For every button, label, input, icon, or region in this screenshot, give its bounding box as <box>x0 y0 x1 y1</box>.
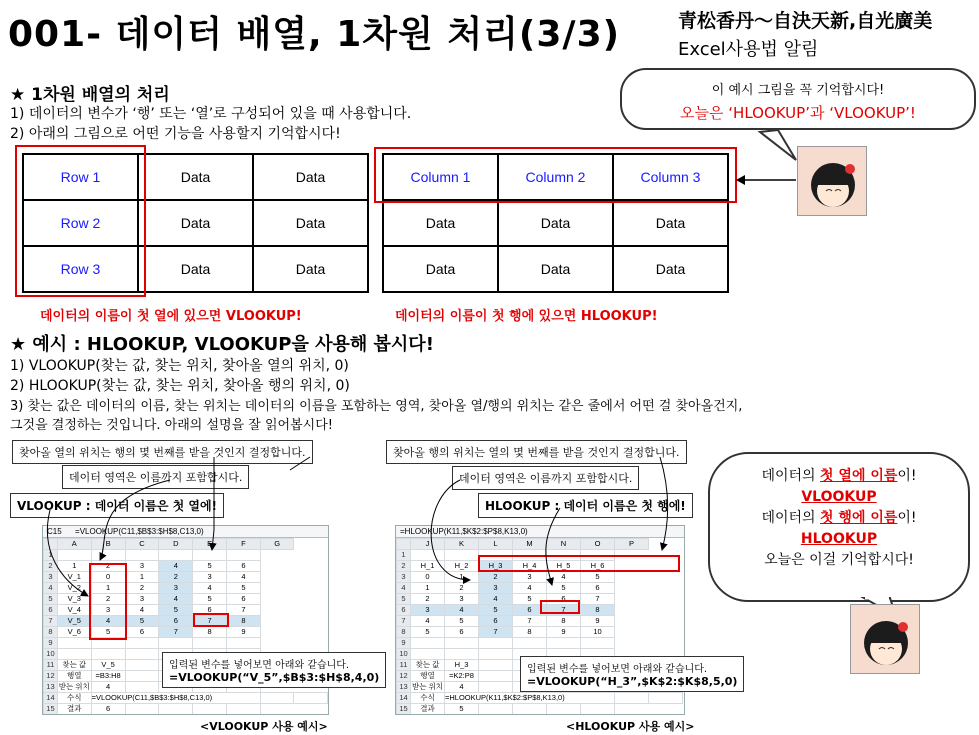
sheet-cell: 0 <box>411 572 445 583</box>
sheet-corner <box>44 539 58 550</box>
row-number: 5 <box>44 594 58 605</box>
sheet-cell <box>125 660 159 671</box>
column-header: D <box>159 539 193 550</box>
sheet-cell: 6 <box>125 627 159 638</box>
sheet-cell: 4 <box>227 572 261 583</box>
column-header: E <box>193 539 227 550</box>
row-number: 1 <box>44 550 58 561</box>
sheet-cell: 찾는 값 <box>411 660 445 671</box>
sheet-cell: 수식 <box>411 693 445 704</box>
sheet-cell <box>193 638 227 649</box>
table-cell: Column 3 <box>613 154 728 200</box>
table-cell: Data <box>383 200 498 246</box>
hlookup-row-callout: 찾아올 행의 위치는 열의 몇 번째를 받을 것인지 결정합니다. <box>386 440 687 464</box>
sheet-cell: 8 <box>193 627 227 638</box>
sheet-cell: V_1 <box>57 572 91 583</box>
cell-reference: C15 <box>47 527 62 536</box>
section2-line4: 그것을 결정하는 것입니다. 아래의 설명을 잘 읽어봅시다! <box>10 418 333 433</box>
row-number: 10 <box>397 649 411 660</box>
note-line2: =VLOOKUP(“H_3”,$K$2:$K$8,5,0) <box>527 675 738 688</box>
row-number: 15 <box>44 704 58 715</box>
section2-line2: 2) HLOOKUP(찾는 값, 찾는 위치, 찾아올 행의 위치, 0) <box>10 378 350 394</box>
sheet-cell: 6 <box>513 605 547 616</box>
sheet-cell: 5 <box>445 616 479 627</box>
sheet-cell <box>227 704 261 715</box>
formula-bar <box>396 526 684 538</box>
bubble-vlookup: VLOOKUP <box>801 489 877 505</box>
avatar <box>797 146 867 216</box>
sheet-cell: 7 <box>193 616 227 627</box>
sheet-cell: 1 <box>57 561 91 572</box>
sheet-row <box>397 572 683 583</box>
sheet-cell: 9 <box>227 627 261 638</box>
sheet-row <box>397 693 683 704</box>
sheet-cell <box>91 550 125 561</box>
sheet-cell <box>479 638 513 649</box>
sheet-cell: 0 <box>91 572 125 583</box>
sheet-cell <box>294 693 328 704</box>
sheet-cell: 5 <box>411 627 445 638</box>
sheet-row <box>44 561 328 572</box>
sheet-cell <box>260 693 294 704</box>
sheet-cell: 6 <box>227 561 261 572</box>
sheet-cell: V_4 <box>57 605 91 616</box>
sheet-cell <box>479 671 513 682</box>
girl-avatar-icon <box>798 147 867 216</box>
sheet-cell: H_2 <box>445 561 479 572</box>
sheet-row <box>44 572 328 583</box>
sheet-cell: 3 <box>479 583 513 594</box>
sheet-cell <box>615 693 649 704</box>
sheet-cell <box>581 704 615 715</box>
sheet-cell: 4 <box>445 682 479 693</box>
sheet-cell <box>193 704 227 715</box>
sheet-row <box>44 704 328 715</box>
sheet-cell: 5 <box>581 572 615 583</box>
sheet-cell: 5 <box>193 561 227 572</box>
bubble-text: 데이터의 <box>761 468 821 484</box>
sheet-cell: H_1 <box>411 561 445 572</box>
sheet-cell <box>125 550 159 561</box>
sheet-cell: 5 <box>513 594 547 605</box>
row-number: 9 <box>397 638 411 649</box>
sheet-cell: 8 <box>581 605 615 616</box>
sheet-cell: 3 <box>411 605 445 616</box>
sheet-cell: 3 <box>193 572 227 583</box>
sheet-cell: 4 <box>513 583 547 594</box>
table-cell: Row 1 <box>23 154 138 200</box>
column-header: O <box>581 539 615 550</box>
sheet-cell: 5 <box>159 605 193 616</box>
sheet-row <box>44 605 328 616</box>
column-header-row <box>44 539 328 550</box>
sheet-cell <box>193 550 227 561</box>
sheet-cell: 받는 위치 <box>411 682 444 691</box>
sheet-cell: 4 <box>91 682 125 693</box>
sheet-cell: V_5 <box>91 660 125 671</box>
sheet-cell: V_2 <box>57 583 91 594</box>
column-header: J <box>411 539 445 550</box>
sheet-cell: H_6 <box>581 561 615 572</box>
formula-text: =HLOOKUP(K11,$K$2:$P$8,K13,0) <box>400 527 528 536</box>
row-number: 12 <box>397 671 411 682</box>
sheet-cell: 9 <box>581 616 615 627</box>
sheet-cell: 2 <box>411 594 445 605</box>
bubble-top-line2: 오늘은 ‘HLOOKUP’과 ‘VLOOKUP’! <box>680 104 916 122</box>
column-header: N <box>547 539 581 550</box>
row-number: 13 <box>397 682 411 693</box>
sheet-row <box>397 704 683 715</box>
table-cell: Data <box>613 200 728 246</box>
sheet-cell <box>159 550 193 561</box>
row-number: 7 <box>44 616 58 627</box>
sheet-cell: V_6 <box>57 627 91 638</box>
sheet-cell: 5 <box>547 583 581 594</box>
sheet-cell: 3 <box>125 594 159 605</box>
sheet-cell: 4 <box>547 572 581 583</box>
sheet-cell: 6 <box>581 583 615 594</box>
hlookup-area-callout: 데이터 영역은 이름까지 포함합시다. <box>452 466 639 490</box>
sheet-row <box>44 627 328 638</box>
table-cell: Data <box>498 246 613 292</box>
sheet-cell <box>125 671 159 682</box>
vlookup-example-caption: <VLOOKUP 사용 예시> <box>200 720 328 733</box>
table-cell: Data <box>138 200 253 246</box>
arrow-to-avatar-icon <box>736 170 798 190</box>
sheet-cell: 4 <box>479 594 513 605</box>
sheet-cell: 7 <box>227 605 261 616</box>
row-number: 11 <box>397 660 411 671</box>
table-cell: Data <box>253 200 368 246</box>
sheet-cell: 2 <box>479 572 513 583</box>
sheet-cell <box>159 638 193 649</box>
sheet-cell: 6 <box>479 616 513 627</box>
row-number: 9 <box>44 638 58 649</box>
sheet-cell: 찾는 값 <box>57 660 91 671</box>
sheet-row <box>44 693 328 704</box>
table-cell: Data <box>613 246 728 292</box>
first-column-highlight <box>15 145 146 297</box>
sheet-cell <box>125 682 159 693</box>
sheet-cell: =K2:P8 <box>445 671 479 682</box>
row-number: 15 <box>397 704 411 715</box>
sheet-row <box>397 583 683 594</box>
sheet-cell: 6 <box>227 594 261 605</box>
column-header: L <box>479 539 513 550</box>
vlookup-column-callout: 찾아올 열의 위치는 행의 몇 번째를 받을 것인지 결정합니다. <box>12 440 313 464</box>
sheet-cell: 4 <box>125 605 159 616</box>
row-number: 4 <box>44 583 58 594</box>
vlookup-rule-caption: 데이터의 이름이 첫 열에 있으면 VLOOKUP! <box>40 309 302 324</box>
sheet-cell: V_5 <box>57 616 91 627</box>
sheet-row <box>397 638 683 649</box>
vlookup-title-callout: VLOOKUP : 데이터 이름은 첫 열에! <box>10 493 224 518</box>
sheet-cell: 결과 <box>411 704 445 715</box>
sheet-cell: 5 <box>445 704 479 715</box>
row-number: 4 <box>397 583 411 594</box>
sheet-row <box>397 627 683 638</box>
bubble-top-line1: 이 예시 그림을 꼭 기억합시다! <box>711 83 885 98</box>
sheet-cell: 3 <box>513 572 547 583</box>
sheet-cell: 5 <box>91 627 125 638</box>
sheet-cell: =HLOOKUP(K11,$K$2:$P$8,K13,0) <box>445 693 615 704</box>
sheet-row <box>44 583 328 594</box>
bubble-text: 데이터의 <box>761 510 821 526</box>
column-header: M <box>513 539 547 550</box>
table-cell: Column 2 <box>498 154 613 200</box>
section1-line2: 2) 아래의 그림으로 어떤 기능을 사용할지 기억합시다! <box>10 126 341 142</box>
column-header-row <box>397 539 683 550</box>
bubble-bottom-line5: 오늘은 이걸 기억합시다! <box>764 552 914 568</box>
table-cell: Data <box>253 246 368 292</box>
column-header: A <box>57 539 91 550</box>
sheet-cell: 7 <box>479 627 513 638</box>
row-number: 8 <box>397 627 411 638</box>
row-number: 14 <box>397 693 411 704</box>
sheet-cell: 결과 <box>57 704 91 715</box>
table-cell: Data <box>253 154 368 200</box>
sheet-corner <box>397 539 411 550</box>
row-number: 3 <box>44 572 58 583</box>
row-number: 12 <box>44 671 58 682</box>
sheet-row <box>44 550 328 561</box>
sheet-cell <box>57 550 91 561</box>
note-line1: 입력된 변수를 넣어보면 아래와 같습니다. <box>527 664 708 675</box>
sheet-cell <box>445 638 479 649</box>
column-header: F <box>227 539 261 550</box>
row-number: 2 <box>397 561 411 572</box>
first-row-highlight <box>374 147 737 203</box>
sheet-cell <box>57 649 91 660</box>
sheet-cell <box>57 638 91 649</box>
vlookup-name-column-highlight <box>89 563 127 640</box>
row-number: 6 <box>397 605 411 616</box>
sheet-row <box>44 616 328 627</box>
bubble-text: 이! <box>897 510 917 526</box>
sheet-cell <box>513 704 547 715</box>
formula-text: =VLOOKUP(C11,$B$3:$H$8,C13,0) <box>75 527 204 536</box>
sheet-cell: H_4 <box>513 561 547 572</box>
sheet-cell: 4 <box>159 561 193 572</box>
row-number: 13 <box>44 682 58 693</box>
table-cell: Data <box>138 246 253 292</box>
sheet-cell: =B3:H8 <box>91 671 125 682</box>
sheet-cell <box>445 550 479 561</box>
sheet-cell: 2 <box>445 583 479 594</box>
sheet-cell: 4 <box>445 605 479 616</box>
sheet-cell <box>479 682 513 693</box>
table-cell: Column 1 <box>383 154 498 200</box>
sheet-cell: =VLOOKUP(C11,$B$3:$H$8,C13,0) <box>91 693 260 704</box>
sheet-cell: 7 <box>547 605 581 616</box>
column-header: K <box>445 539 479 550</box>
table-cell: Row 3 <box>23 246 138 292</box>
sheet-cell: 6 <box>445 627 479 638</box>
sheet-cell <box>91 649 125 660</box>
sheet-cell: 3 <box>91 605 125 616</box>
sheet-cell: 8 <box>547 616 581 627</box>
note-line2: =VLOOKUP(“V_5”,$B$3:$H$8,4,0) <box>169 671 380 684</box>
sheet-cell: 8 <box>513 627 547 638</box>
sheet-row <box>44 638 328 649</box>
row-number: 10 <box>44 649 58 660</box>
sheet-cell: 2 <box>159 572 193 583</box>
sheet-cell <box>125 704 159 715</box>
bubble-text: 이! <box>897 468 917 484</box>
avatar <box>850 604 920 674</box>
sheet-cell <box>227 638 261 649</box>
column-header: G <box>260 539 294 550</box>
row-number: 7 <box>397 616 411 627</box>
hlookup-note <box>520 656 744 692</box>
sheet-cell: 6 <box>159 616 193 627</box>
sheet-cell: 2 <box>91 594 125 605</box>
sheet-cell: 9 <box>547 627 581 638</box>
sheet-cell: 4 <box>193 583 227 594</box>
column-header: C <box>125 539 159 550</box>
row-number: 6 <box>44 605 58 616</box>
sheet-cell: H_3 <box>445 660 479 671</box>
sheet-cell <box>411 649 445 660</box>
sheet-cell: 2 <box>125 583 159 594</box>
table-cell: Row 2 <box>23 200 138 246</box>
sheet-cell: 7 <box>513 616 547 627</box>
sheet-cell: 행열 <box>57 671 91 682</box>
sheet-cell: 5 <box>227 583 261 594</box>
sheet-cell: 5 <box>193 594 227 605</box>
section1-line1: 1) 데이터의 변수가 ‘행’ 또는 ‘열’로 구성되어 있을 때 사용합니다. <box>10 106 412 122</box>
sheet-cell <box>411 550 445 561</box>
row-number: 11 <box>44 660 58 671</box>
row-number: 2 <box>44 561 58 572</box>
hlookup-title-callout: HLOOKUP : 데이터 이름은 첫 행에! <box>478 493 693 518</box>
sheet-cell: 행열 <box>411 671 445 682</box>
sheet-cell: 3 <box>159 583 193 594</box>
table-cell: Data <box>138 154 253 200</box>
sheet-cell: 6 <box>547 594 581 605</box>
sheet-cell: 7 <box>159 627 193 638</box>
note-line1: 입력된 변수를 넣어보면 아래와 같습니다. <box>169 660 350 671</box>
sheet-cell: 8 <box>227 616 261 627</box>
author-line: 青松香丹～自決天新,自光廣美 <box>678 10 933 32</box>
page-title: 001- 데이터 배열, 1차원 처리(3/3) <box>8 14 621 55</box>
table-cell: Data <box>383 246 498 292</box>
sheet-cell <box>513 638 547 649</box>
vlookup-result-highlight <box>193 613 229 627</box>
sheet-cell <box>547 704 581 715</box>
speech-bubble-bottom <box>708 452 970 602</box>
hlookup-result-highlight <box>540 600 580 614</box>
row-number: 8 <box>44 627 58 638</box>
section2-heading: ★ 예시 : HLOOKUP, VLOOKUP을 사용해 봅시다! <box>10 334 434 355</box>
sheet-cell: 5 <box>125 616 159 627</box>
sheet-cell: 7 <box>581 594 615 605</box>
bubble-bottom-line3 <box>710 508 968 529</box>
sheet-row <box>44 594 328 605</box>
sheet-cell <box>547 638 581 649</box>
sheet-cell: 4 <box>91 616 125 627</box>
sheet-cell: 3 <box>445 594 479 605</box>
sheet-cell: 1 <box>411 583 445 594</box>
column-header: P <box>615 539 649 550</box>
bubble-emphasis: 첫 행에 이름 <box>820 510 898 526</box>
sheet-cell: 1 <box>445 572 479 583</box>
sheet-cell: 10 <box>581 627 615 638</box>
section2-line1: 1) VLOOKUP(찾는 값, 찾는 위치, 찾아올 열의 위치, 0) <box>10 358 349 374</box>
sheet-cell <box>125 638 159 649</box>
sheet-cell: 3 <box>125 561 159 572</box>
bubble-hlookup: HLOOKUP <box>800 531 878 547</box>
page-subtitle: Excel사용법 알림 <box>678 39 819 60</box>
sheet-cell <box>581 638 615 649</box>
sheet-cell: 6 <box>193 605 227 616</box>
sheet-cell: H_5 <box>547 561 581 572</box>
hlookup-example-caption: <HLOOKUP 사용 예시> <box>566 720 695 733</box>
sheet-cell: 수식 <box>57 693 91 704</box>
sheet-cell: 2 <box>91 561 125 572</box>
sheet-cell: 6 <box>91 704 125 715</box>
sheet-cell <box>479 649 513 660</box>
sheet-cell <box>227 550 261 561</box>
sheet-cell: 5 <box>479 605 513 616</box>
row-number: 3 <box>397 572 411 583</box>
formula-bar <box>43 526 328 538</box>
vlookup-area-callout: 데이터 영역은 이름까지 포함합시다. <box>62 465 249 489</box>
sheet-cell: 받는 위치 <box>58 682 90 691</box>
sheet-cell: 1 <box>125 572 159 583</box>
row-number: 14 <box>44 693 58 704</box>
bubble-bottom-line1 <box>710 466 968 487</box>
sheet-grid <box>43 538 328 715</box>
sheet-cell <box>125 649 159 660</box>
sheet-cell <box>445 649 479 660</box>
sheet-cell: H_3 <box>479 561 513 572</box>
sheet-cell: 4 <box>411 616 445 627</box>
row-number: 5 <box>397 594 411 605</box>
section1-heading: ★ 1차원 배열의 처리 <box>10 85 170 105</box>
sheet-cell <box>159 704 193 715</box>
vlookup-note <box>162 652 386 688</box>
hlookup-rule-caption: 데이터의 이름이 첫 행에 있으면 HLOOKUP! <box>395 309 658 324</box>
sheet-cell: 4 <box>159 594 193 605</box>
section2-line3: 3) 찾는 값은 데이터의 이름, 찾는 위치는 데이터의 이름을 포함하는 영역, 찾아올 열/행의 위치는 같은 줄에서 어떤 걸 찾아올건지, <box>10 399 743 414</box>
sheet-cell <box>479 660 513 671</box>
row-number: 1 <box>397 550 411 561</box>
sheet-cell <box>411 638 445 649</box>
sheet-cell <box>649 693 683 704</box>
table-cell: Data <box>498 200 613 246</box>
sheet-row <box>397 616 683 627</box>
sheet-cell <box>479 704 513 715</box>
girl-avatar-icon <box>851 605 920 674</box>
column-header: B <box>91 539 125 550</box>
sheet-cell: 1 <box>91 583 125 594</box>
bubble-emphasis: 첫 열에 이름 <box>820 468 898 484</box>
hlookup-name-row-highlight <box>478 555 680 572</box>
sheet-cell: V_3 <box>57 594 91 605</box>
